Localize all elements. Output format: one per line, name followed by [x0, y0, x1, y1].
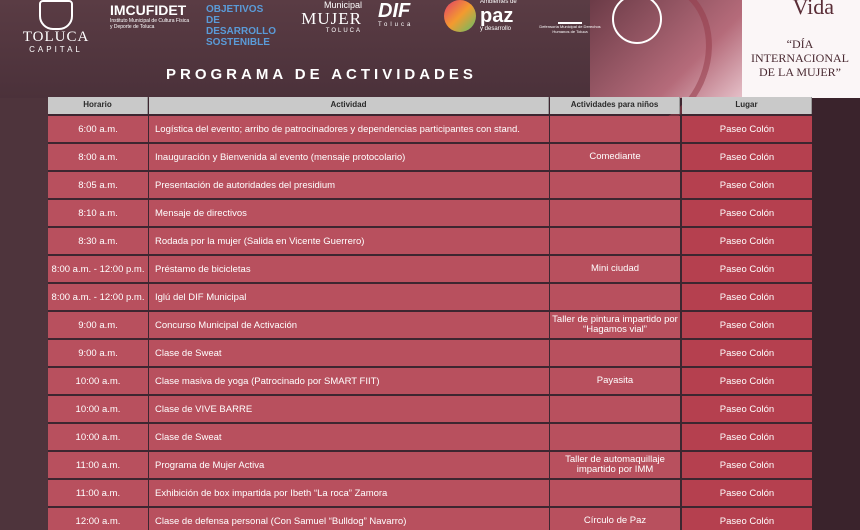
activity-cell: Iglú del DIF Municipal: [149, 284, 549, 310]
activities-table: [48, 97, 812, 530]
time-cell: 8:10 a.m.: [48, 200, 148, 226]
place-cell: Paseo Colón: [682, 116, 812, 142]
column-header-ninos: Actividades para niños: [550, 97, 680, 114]
place-cell: Paseo Colón: [682, 508, 812, 530]
table-row: [48, 228, 812, 254]
kids-activity-cell: Círculo de Paz: [550, 508, 680, 530]
toluca-logo: [14, 0, 98, 54]
imcufidet-subtitle: Instituto Municipal de Cultura Física y Deporte de Toluca: [110, 18, 190, 30]
shield-icon: [39, 0, 73, 30]
activity-cell: Clase de defensa personal (Con Samuel “Bulldog” Navarro): [149, 508, 549, 530]
activity-cell: Inauguración y Bienvenida al evento (mensaje protocolario): [149, 144, 549, 170]
activity-cell: Clase de VIVE BARRE: [149, 396, 549, 422]
table-row: [48, 144, 812, 170]
kids-activity-cell: [550, 480, 680, 506]
mujer-line1: Municipal: [323, 0, 362, 10]
time-cell: 11:00 a.m.: [48, 480, 148, 506]
activity-cell: Presentación de autoridades del presidium: [149, 172, 549, 198]
imcufidet-logo: [110, 2, 190, 30]
seal-logo: [612, 0, 664, 42]
table-header: [48, 97, 812, 114]
activity-cell: Concurso Municipal de Activación: [149, 312, 549, 338]
table-row: [48, 116, 812, 142]
place-cell: Paseo Colón: [682, 424, 812, 450]
toluca-subtitle: CAPITAL: [29, 45, 83, 54]
seal-icon: [612, 0, 662, 44]
dif-subtitle: Toluca: [378, 22, 414, 28]
table-row: [48, 340, 812, 366]
kids-activity-cell: [550, 284, 680, 310]
table-row: [48, 368, 812, 394]
time-cell: 10:00 a.m.: [48, 368, 148, 394]
kids-activity-cell: Payasita: [550, 368, 680, 394]
table-row: [48, 452, 812, 478]
activity-cell: Mensaje de directivos: [149, 200, 549, 226]
table-row: [48, 256, 812, 282]
time-cell: 9:00 a.m.: [48, 312, 148, 338]
place-cell: Paseo Colón: [682, 172, 812, 198]
place-cell: Paseo Colón: [682, 228, 812, 254]
time-cell: 8:00 a.m.: [48, 144, 148, 170]
column-header-lugar: Lugar: [682, 97, 812, 114]
table-row: [48, 284, 812, 310]
time-cell: 8:00 a.m. - 12:00 p.m.: [48, 256, 148, 282]
activity-cell: Clase de Sweat: [149, 424, 549, 450]
paz-line2: paz: [480, 5, 514, 27]
time-cell: 8:00 a.m. - 12:00 p.m.: [48, 284, 148, 310]
kids-activity-cell: [550, 116, 680, 142]
table-row: [48, 480, 812, 506]
kids-activity-cell: Taller de automaquillaje impartido por IMM: [550, 452, 680, 478]
place-cell: Paseo Colón: [682, 200, 812, 226]
place-cell: Paseo Colón: [682, 312, 812, 338]
table-row: [48, 312, 812, 338]
defensoria-text: Defensoría Municipal de Derechos Humanos de Toluca: [539, 24, 601, 34]
table-row: [48, 172, 812, 198]
place-cell: Paseo Colón: [682, 452, 812, 478]
kids-activity-cell: [550, 396, 680, 422]
campaign-title: “DÍA INTERNACIONAL DE LA MUJER”: [751, 37, 849, 79]
place-cell: Paseo Colón: [682, 144, 812, 170]
time-cell: 10:00 a.m.: [48, 424, 148, 450]
table-row: [48, 200, 812, 226]
kids-activity-cell: [550, 200, 680, 226]
place-cell: Paseo Colón: [682, 396, 812, 422]
toluca-name: TOLUCA: [22, 29, 90, 45]
time-cell: 12:00 a.m.: [48, 508, 148, 530]
kids-activity-cell: Taller de pintura impartido por “Hagamos vial”: [550, 312, 680, 338]
ods-logo: [206, 4, 276, 48]
page-title: PROGRAMA DE ACTIVIDADES: [166, 66, 477, 83]
kids-activity-cell: Mini ciudad: [550, 256, 680, 282]
kids-activity-cell: Comediante: [550, 144, 680, 170]
paz-line1: Ambientes de: [480, 0, 517, 5]
activity-cell: Clase masiva de yoga (Patrocinado por SMART FIIT): [149, 368, 549, 394]
activity-cell: Clase de Sweat: [149, 340, 549, 366]
place-cell: Paseo Colón: [682, 256, 812, 282]
kids-activity-cell: [550, 228, 680, 254]
time-cell: 9:00 a.m.: [48, 340, 148, 366]
activity-cell: Préstamo de bicicletas: [149, 256, 549, 282]
dif-logo: [378, 0, 428, 28]
time-cell: 11:00 a.m.: [48, 452, 148, 478]
paz-line3: y desarrollo: [480, 26, 512, 32]
kids-activity-cell: [550, 424, 680, 450]
place-cell: Paseo Colón: [682, 340, 812, 366]
kids-activity-cell: [550, 340, 680, 366]
table-row: [48, 424, 812, 450]
time-cell: 8:30 a.m.: [48, 228, 148, 254]
ods-line2: DE DESARROLLO: [206, 15, 276, 37]
time-cell: 6:00 a.m.: [48, 116, 148, 142]
activity-cell: Rodada por la mujer (Salida en Vicente Guerrero): [149, 228, 549, 254]
paz-emblem-icon: [444, 0, 476, 32]
column-header-actividad: Actividad: [149, 97, 549, 114]
table-row: [48, 508, 812, 530]
dif-name: DIF: [378, 0, 411, 22]
activity-cell: Exhibición de box impartida por Ibeth “La roca” Zamora: [149, 480, 549, 506]
ods-line1: OBJETIVOS: [206, 4, 264, 15]
right-margin: [812, 98, 860, 530]
place-cell: Paseo Colón: [682, 480, 812, 506]
activity-cell: Logística del evento; arribo de patrocinadores y dependencias participantes con stand.: [149, 116, 549, 142]
kids-activity-cell: [550, 172, 680, 198]
mujer-line3: TOLUCA: [325, 28, 362, 34]
place-cell: Paseo Colón: [682, 284, 812, 310]
left-margin: [0, 98, 48, 530]
time-cell: 8:05 a.m.: [48, 172, 148, 198]
imcufidet-name: IMCUFIDET: [110, 2, 187, 18]
flame-icon: [558, 0, 582, 24]
instituto-mujer-logo: [288, 0, 362, 34]
place-cell: Paseo Colón: [682, 368, 812, 394]
mujer-line2: MUJER: [301, 9, 362, 28]
ods-line3: SOSTENIBLE: [206, 37, 270, 48]
time-cell: 10:00 a.m.: [48, 396, 148, 422]
campaign-word: Vida: [792, 0, 834, 19]
table-body: [48, 116, 812, 530]
defensoria-logo: [538, 0, 602, 34]
column-header-horario: Horario: [48, 97, 148, 114]
table-row: [48, 396, 812, 422]
activity-cell: Programa de Mujer Activa: [149, 452, 549, 478]
